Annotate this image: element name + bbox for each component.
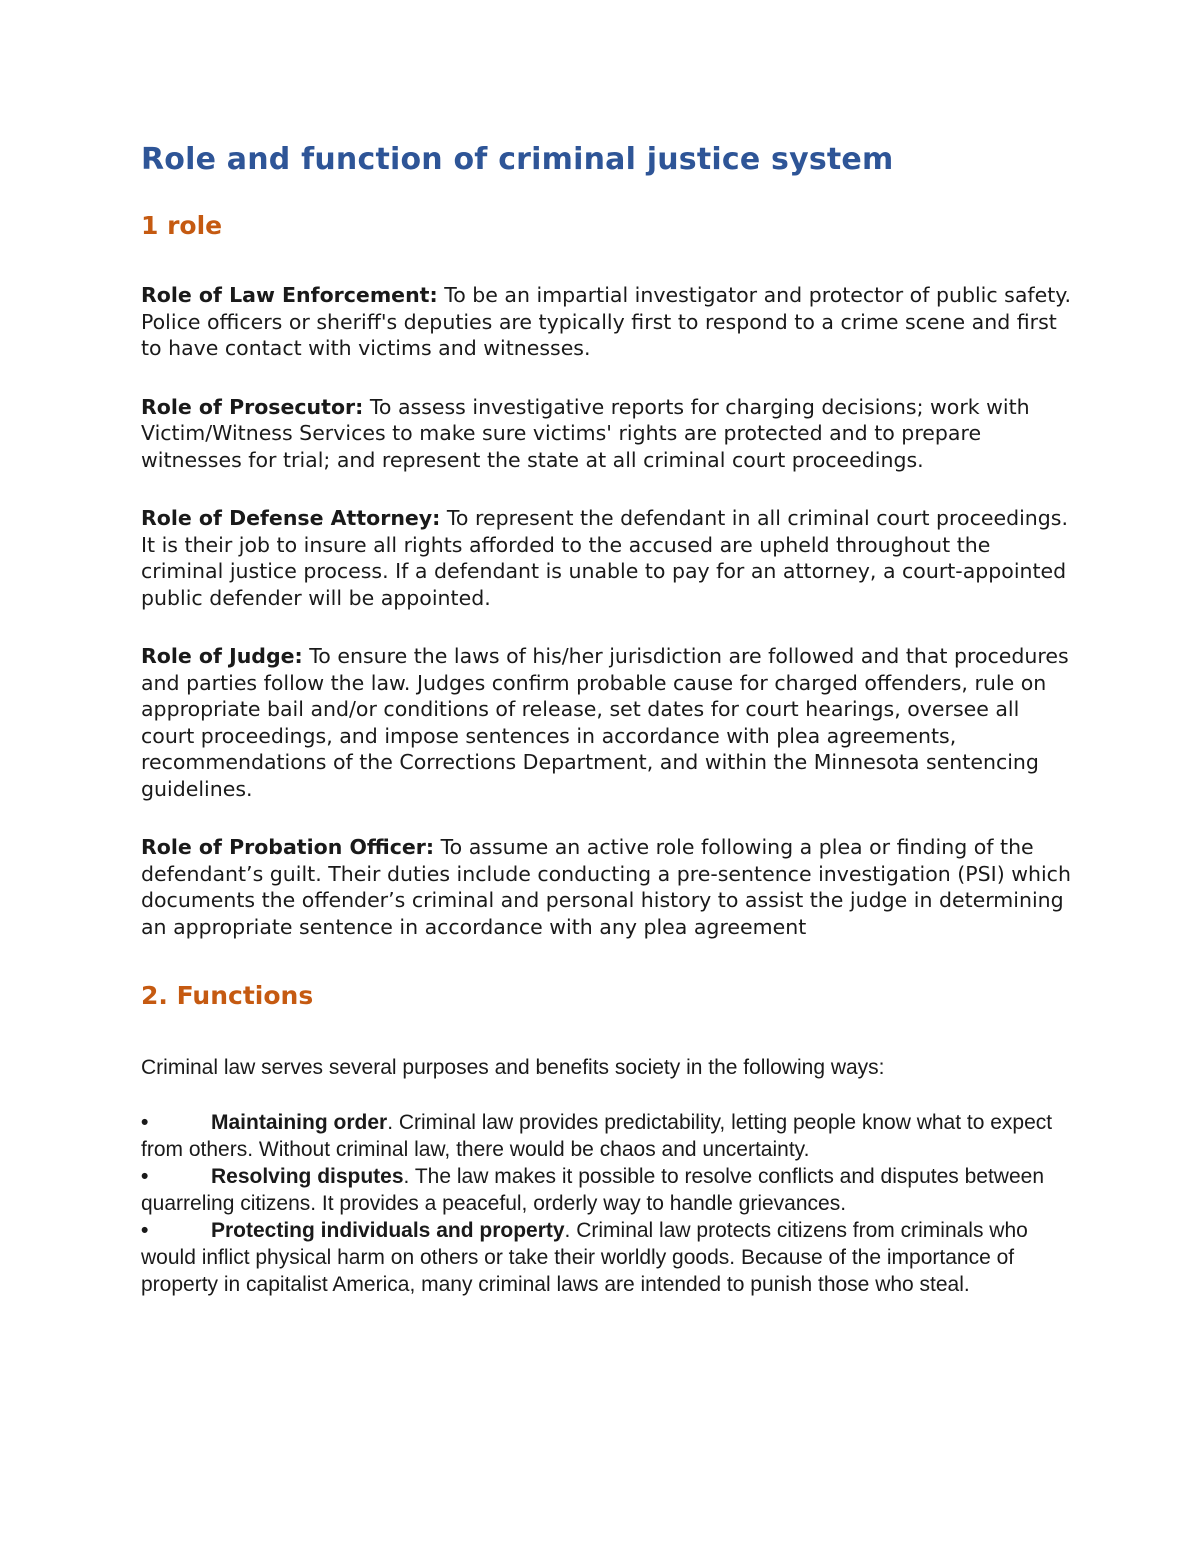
role-paragraph-judge — [141, 643, 1071, 802]
role-paragraph-probation-officer — [141, 834, 1071, 940]
function-text: . Criminal law provides predictability, letting people know what to expect from others. Without criminal law, there would be chaos and uncertainty. — [141, 1111, 1053, 1161]
functions-intro: Criminal law serves several purposes and benefits society in the following ways: — [141, 1056, 885, 1079]
document-title: Role and function of criminal justice system — [141, 142, 894, 177]
section-heading-roles: 1 role — [141, 211, 223, 240]
role-label: Role of Prosecutor: — [141, 394, 364, 419]
role-text: To represent the defendant in all criminal court proceedings. It is their job to insure all rights afforded to the accused are upheld throughout the criminal justice process. If a defendant is unable to pay for an attorney, a court-appointed public defender will be appointed. — [141, 506, 1068, 610]
role-label: Role of Judge: — [141, 644, 303, 668]
role-text: To be an impartial investigator and protector of public safety. Police officers or sheriff's deputies are typically first to respond to a crime scene and first to have contact with victims and witnesses. — [141, 283, 1071, 360]
list-item-maintaining-order — [141, 1109, 1071, 1163]
section-heading-functions: 2. Functions — [141, 981, 314, 1010]
role-label: Role of Defense Attorney: — [141, 506, 441, 530]
document-page — [141, 136, 1071, 1298]
bullet-icon: • — [141, 1219, 149, 1242]
role-text: To assess investigative reports for charging decisions; work with Victim/Witness Services to make sure victims' rights are protected and to prepare witnesses for trial; and represent the state at all criminal court proceedings. — [141, 394, 1030, 472]
role-paragraph-prosecutor — [141, 394, 1071, 474]
functions-list — [141, 1109, 1071, 1298]
bullet-icon: • — [141, 1111, 149, 1134]
role-label: Role of Law Enforcement: — [141, 283, 438, 307]
bullet-icon: • — [141, 1165, 149, 1188]
role-label: Role of Probation Officer: — [141, 835, 435, 859]
function-label: Resolving disputes — [211, 1165, 404, 1188]
function-text: . The law makes it possible to resolve conflicts and disputes between quarreling citizens. It provides a peaceful, orderly way to handle grievances. — [141, 1165, 1044, 1215]
role-text: To assume an active role following a plea or finding of the defendant’s guilt. Their duties include conducting a pre-sentence investigation (PSI) which documents the offender’s criminal and personal history to assist the judge in determining an appropriate sentence in accordance with any plea agreement — [141, 835, 1071, 939]
role-text: To ensure the laws of his/her jurisdiction are followed and that procedures and parties follow the law. Judges confirm probable cause for charged offenders, rule on appropriate bail and/or conditions of release, set dates for court hearings, oversee all court proceedings, and impose sentences in accordance with plea agreements, recommendations of the Corrections Department, and within the Minnesota sentencing guidelines. — [141, 644, 1069, 801]
list-item-resolving-disputes — [141, 1163, 1071, 1217]
function-label: Protecting individuals and property — [211, 1219, 565, 1242]
role-paragraph-law-enforcement — [141, 282, 1071, 362]
role-paragraph-defense-attorney — [141, 505, 1071, 611]
list-item-protecting-individuals — [141, 1217, 1071, 1298]
function-label: Maintaining order — [211, 1111, 388, 1134]
function-text: . Criminal law protects citizens from criminals who would inflict physical harm on others or take their worldly goods. Because of the importance of property in capitalist America, many criminal laws are intended to punish those who steal. — [141, 1219, 1028, 1296]
